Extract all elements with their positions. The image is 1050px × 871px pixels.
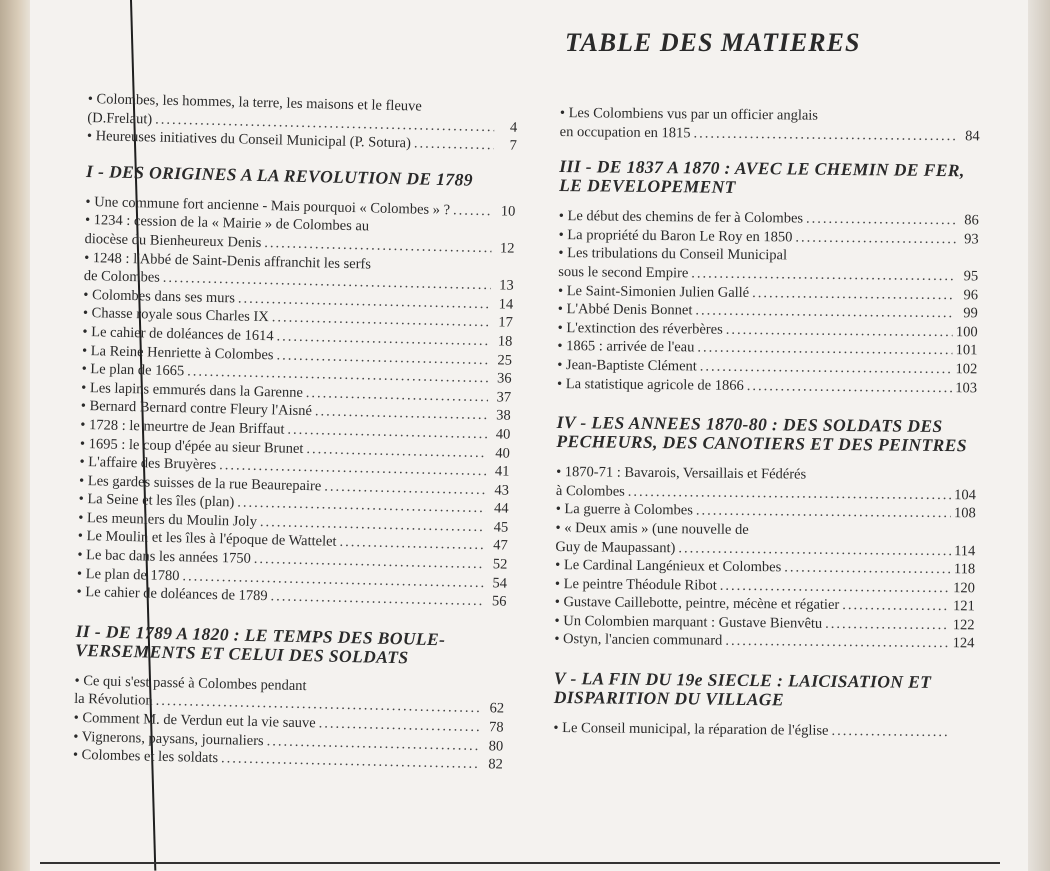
toc-entry-text: de Colombes: [83, 268, 161, 286]
leader-dots: [784, 558, 951, 578]
toc-page-number: 120: [953, 579, 976, 597]
leader-dots: [693, 124, 956, 145]
toc-entry-line: • Les Colombiens vus par un officier anglais: [559, 104, 819, 124]
toc-page-number: 118: [953, 561, 976, 578]
toc-entry-text: la Révolution: [73, 691, 153, 710]
toc-page-number: 93: [964, 231, 979, 248]
section-heading: V - LA FIN DU 19e SIECLE : LAICISATION ET DISPARITION DU VILLAGE: [553, 668, 932, 710]
toc-entry-line: • 1870-71 : Bavarois, Versaillais et Fédérés: [556, 464, 807, 483]
toc-page-number: 80: [488, 737, 504, 755]
leader-dots: [806, 210, 956, 230]
toc-page-number: 84: [965, 127, 980, 144]
toc-page-number: 124: [952, 635, 975, 652]
toc-entry-text: • Bernard Bernard contre Fleury l'Aisné: [80, 398, 313, 420]
toc-entry-text: • Le cahier de doléances de 1614: [82, 323, 274, 345]
toc-entry-line: • « Deux amis » (une nouvelle de: [555, 519, 749, 538]
toc-right-column: [553, 104, 980, 746]
toc-entry-text: • Comment M. de Verdun eut la vie sauve: [73, 709, 316, 732]
toc-page-number: 18: [497, 333, 513, 350]
toc-entry-text: • 1865 : arrivée de l'eau: [557, 338, 695, 356]
section-heading: III - DE 1837 A 1870 : AVEC LE CHEMIN DE FER, LE DEVELOPEMENT: [559, 156, 965, 198]
toc-page-number: 103: [955, 379, 978, 396]
toc-entry-text: • Le bac dans les années 1750: [77, 546, 251, 567]
toc-entry-text: • Une commune fort ancienne - Mais pourquoi « Colombes » ?: [85, 193, 451, 219]
toc-entry-text: • 1695 : le coup d'épée au sieur Brunet: [79, 435, 304, 457]
toc-entry-line: • Ce qui s'est passé à Colombes pendant: [74, 672, 307, 694]
toc-page-number: 10: [500, 203, 516, 220]
toc-page-number: 99: [963, 305, 978, 322]
toc-entry-text: • La Seine et les îles (plan): [78, 491, 235, 511]
toc-page-number: 102: [955, 361, 978, 378]
toc-page-number: 40: [495, 444, 511, 462]
toc-entry-text: • Heureuses initiatives du Conseil Municipal (P. Sotura): [86, 128, 412, 152]
leader-dots: [720, 576, 951, 597]
toc-entry-text: • Les lapins emmurés dans la Garenne: [81, 379, 304, 401]
toc-entry-text: • La Reine Henriette à Colombes: [81, 342, 274, 363]
toc-entry-text: • L'affaire des Bruyères: [79, 454, 217, 474]
toc-entry-text: • Les gardes suisses de la rue Beaurepaire: [78, 472, 322, 495]
toc-entry-text: • Le Cardinal Langénieux et Colombes: [555, 557, 782, 576]
toc-page-number: 86: [964, 212, 979, 229]
toc-page-number: 108: [953, 505, 976, 522]
leader-dots: [795, 228, 955, 248]
leader-dots: [747, 377, 953, 398]
toc-entry-text: • Vignerons, paysans, journaliers: [73, 728, 264, 749]
toc-entry-line: • Les tribulations du Conseil Municipal: [558, 245, 788, 264]
toc-page-number: 44: [493, 500, 509, 517]
toc-entry-line: • 1248 : l'Abbé de Saint-Denis affranchit les serfs: [84, 249, 372, 273]
toc-entry-text: • La guerre à Colombes: [555, 501, 693, 519]
leader-dots: [752, 284, 955, 305]
toc-entry-line: • 1234 : cession de la « Mairie » de Colombes au: [84, 212, 370, 235]
toc-page-number: 104: [954, 486, 977, 504]
book-spine-edge: [0, 0, 30, 871]
toc-page-number: 95: [963, 268, 979, 285]
toc-entry-text: • Le plan de 1665: [81, 361, 185, 380]
leader-dots: [414, 135, 494, 155]
bottom-rule: [40, 862, 1000, 864]
toc-page-number: 13: [498, 277, 514, 294]
toc-page-number: 78: [488, 719, 504, 736]
toc-page-number: 122: [952, 617, 975, 634]
toc-entry-text: • Le Saint-Simonien Julien Gallé: [557, 282, 750, 301]
toc-page-number: 56: [491, 593, 507, 610]
toc-entry-text: (D.Frelaut): [87, 109, 153, 128]
toc-entry-text: • Colombes dans ses murs: [83, 286, 236, 307]
toc-left-column: [73, 90, 518, 778]
toc-entry-text: Guy de Maupassant): [555, 538, 676, 556]
toc-page-number: 47: [493, 537, 508, 555]
toc-entry-text: • Les meuniers du Moulin Joly: [78, 509, 258, 530]
toc-entry-text: • Colombes et les soldats: [72, 747, 219, 767]
toc-page-number: 121: [952, 598, 975, 615]
page-right-edge: [1028, 0, 1050, 871]
toc-page-number: 62: [489, 700, 505, 718]
toc-page-number: 43: [494, 482, 510, 499]
section-heading: IV - LES ANNEES 1870-80 : DES SOLDATS DES PECHEURS, DES CANOTIERS ET DES PEINTRES: [556, 412, 967, 456]
section-heading: II - DE 1789 A 1820 : LE TEMPS DES BOULE- VERSEMENTS ET CELUI DES SOLDATS: [75, 620, 446, 668]
leader-dots: [453, 201, 493, 220]
toc-page-number: 37: [496, 389, 512, 406]
toc-entry-text: • Jean-Baptiste Clément: [557, 356, 697, 375]
toc-entry-line: • Colombes, les hommes, la terre, les maisons et le fleuve: [87, 90, 422, 115]
leader-dots: [831, 722, 950, 742]
toc-page-number: 54: [492, 574, 508, 592]
toc-page-number: 45: [493, 519, 509, 536]
toc-entry-text: • Le peintre Théodule Ribot: [554, 575, 717, 594]
toc-page-number: 25: [497, 351, 513, 369]
leader-dots: [825, 615, 950, 635]
toc-entry-text: • Le Conseil municipal, la réparation de l'église: [553, 720, 829, 739]
toc-page-number: 40: [495, 426, 511, 443]
toc-entry-text: • Chasse royale sous Charles IX: [82, 305, 269, 326]
toc-entry-text: • Le plan de 1780: [76, 565, 180, 584]
toc-page-number: 114: [954, 542, 976, 559]
toc-entry-text: en occupation en 1815: [559, 123, 691, 141]
toc-entry-text: • La propriété du Baron Le Roy en 1850: [558, 226, 793, 246]
toc-page-number: 101: [955, 342, 978, 359]
toc-page-number: 52: [492, 556, 508, 573]
toc-page-number: 17: [498, 314, 514, 332]
toc-entry-text: • Un Colombien marquant : Gustave Bienvêtu: [554, 612, 823, 632]
toc-entry-text: • L'extinction des réverbères: [557, 319, 723, 338]
leader-dots: [725, 632, 949, 653]
toc-entry-text: • 1728 : le meurtre de Jean Briffaut: [80, 416, 285, 438]
toc-entry-text: • Ostyn, l'ancien communard: [554, 631, 723, 650]
page-title: TABLE DES MATIERES: [565, 28, 861, 57]
toc-entry-text: • Gustave Caillebotte, peintre, mécène et régatier: [554, 594, 840, 614]
leader-dots: [842, 596, 950, 616]
toc-page-number: 100: [955, 323, 978, 341]
toc-page-number: 14: [498, 296, 514, 313]
toc-page-number: 96: [963, 286, 979, 303]
toc-entry-text: • Le Moulin et les îles à l'époque de Wattelet: [77, 528, 337, 551]
toc-page-number: 38: [496, 407, 511, 424]
toc-entry-text: sous le second Empire: [558, 263, 689, 282]
leader-dots: [726, 320, 953, 341]
toc-entry-text: • La statistique agricole de 1866: [556, 375, 744, 394]
toc-entry-text: • Le début des chemins de fer à Colombes: [558, 208, 804, 227]
toc-entry-text: • L'Abbé Denis Bonnet: [557, 301, 693, 319]
leader-dots: [696, 502, 951, 523]
toc-page-number: 7: [509, 137, 518, 154]
toc-page-number: 12: [499, 240, 515, 257]
toc-page-number: 41: [494, 463, 510, 480]
toc-page-number: 4: [509, 119, 518, 136]
toc-entry-text: • Le cahier de doléances de 1789: [76, 584, 268, 605]
toc-page-number: 36: [496, 370, 512, 387]
section-heading: I - DES ORIGINES A LA REVOLUTION DE 1789: [85, 160, 474, 190]
toc-entry-text: à Colombes: [555, 482, 625, 500]
toc-entry-text: diocèse du Bienheureux Denis: [84, 230, 262, 251]
toc-page-number: 82: [488, 756, 503, 773]
toc-entry: [560, 123, 980, 146]
